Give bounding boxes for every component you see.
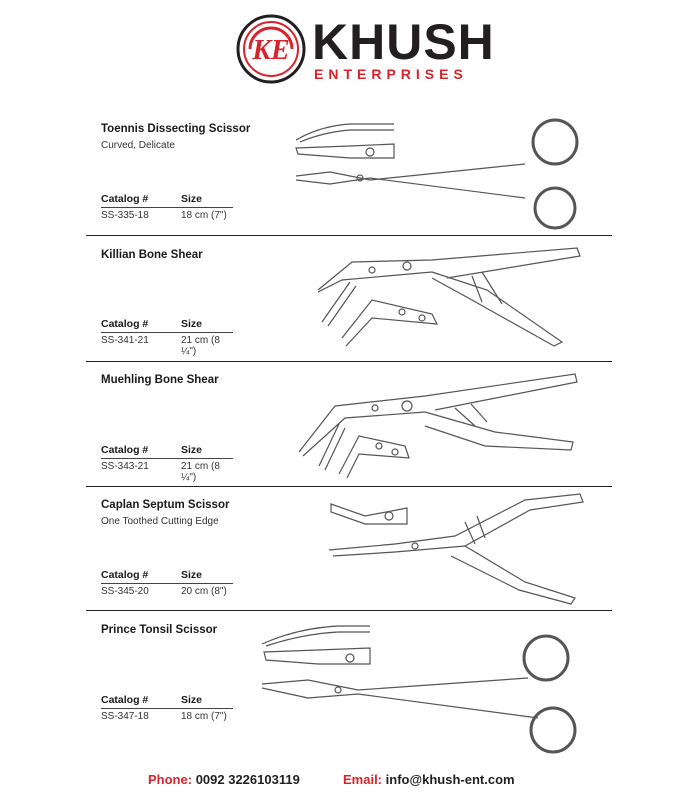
- catalog-header: Catalog #: [101, 569, 149, 581]
- product-title: Muehling Bone Shear: [101, 374, 219, 386]
- brand-logo-icon: [236, 14, 306, 84]
- product-subtitle: One Toothed Cutting Edge: [101, 516, 219, 527]
- section-divider: [86, 235, 612, 236]
- product-title: Toennis Dissecting Scissor: [101, 123, 251, 135]
- spec-table: [101, 318, 233, 357]
- section-divider: [86, 610, 612, 611]
- email-contact: [343, 772, 515, 787]
- size-value: 18 cm (7"): [181, 711, 227, 722]
- section-divider: [86, 361, 612, 362]
- product-title: Caplan Septum Scissor: [101, 499, 230, 511]
- bone-shear-icon: [312, 242, 587, 354]
- email-link[interactable]: info@khush-ent.com: [385, 772, 515, 787]
- catalog-number: SS-347-18: [101, 711, 149, 722]
- curved-scissor-icon: [258, 618, 578, 758]
- size-header: Size: [181, 569, 203, 581]
- spring-scissor-icon: [325, 488, 585, 608]
- size-header: Size: [181, 444, 203, 456]
- brand-name: KHUSH: [312, 14, 495, 70]
- phone-contact: [148, 772, 300, 787]
- product-title: Prince Tonsil Scissor: [101, 624, 218, 636]
- catalog-number: SS-341-21: [101, 335, 149, 346]
- size-value: 21 cm (8 ¼"): [181, 461, 220, 483]
- catalog-header: Catalog #: [101, 318, 149, 330]
- logo-monogram: KE: [252, 35, 290, 66]
- spec-table: [101, 694, 233, 723]
- size-header: Size: [181, 694, 203, 706]
- size-value: 18 cm (7"): [181, 210, 227, 221]
- product-subtitle: Curved, Delicate: [101, 140, 175, 151]
- curved-scissor-icon: [290, 118, 590, 230]
- bone-shear-icon: [295, 366, 585, 480]
- size-value: 20 cm (8"): [181, 586, 227, 597]
- spec-table: [101, 193, 233, 222]
- spec-table: [101, 569, 233, 598]
- brand-tagline: ENTERPRISES: [314, 66, 468, 82]
- section-divider: [86, 486, 612, 487]
- size-header: Size: [181, 193, 203, 205]
- size-value: 21 cm (8 ¼"): [181, 335, 220, 357]
- size-header: Size: [181, 318, 203, 330]
- catalog-header: Catalog #: [101, 444, 149, 456]
- phone-number[interactable]: 0092 3226103119: [195, 772, 300, 787]
- catalog-header: Catalog #: [101, 193, 149, 205]
- phone-label: Phone:: [148, 772, 193, 787]
- product-title: Killian Bone Shear: [101, 249, 203, 261]
- catalog-header: Catalog #: [101, 694, 149, 706]
- catalog-number: SS-345-20: [101, 586, 149, 597]
- spec-table: [101, 444, 233, 483]
- email-label: Email:: [343, 772, 383, 787]
- catalog-number: SS-335-18: [101, 210, 149, 221]
- catalog-number: SS-343-21: [101, 461, 149, 472]
